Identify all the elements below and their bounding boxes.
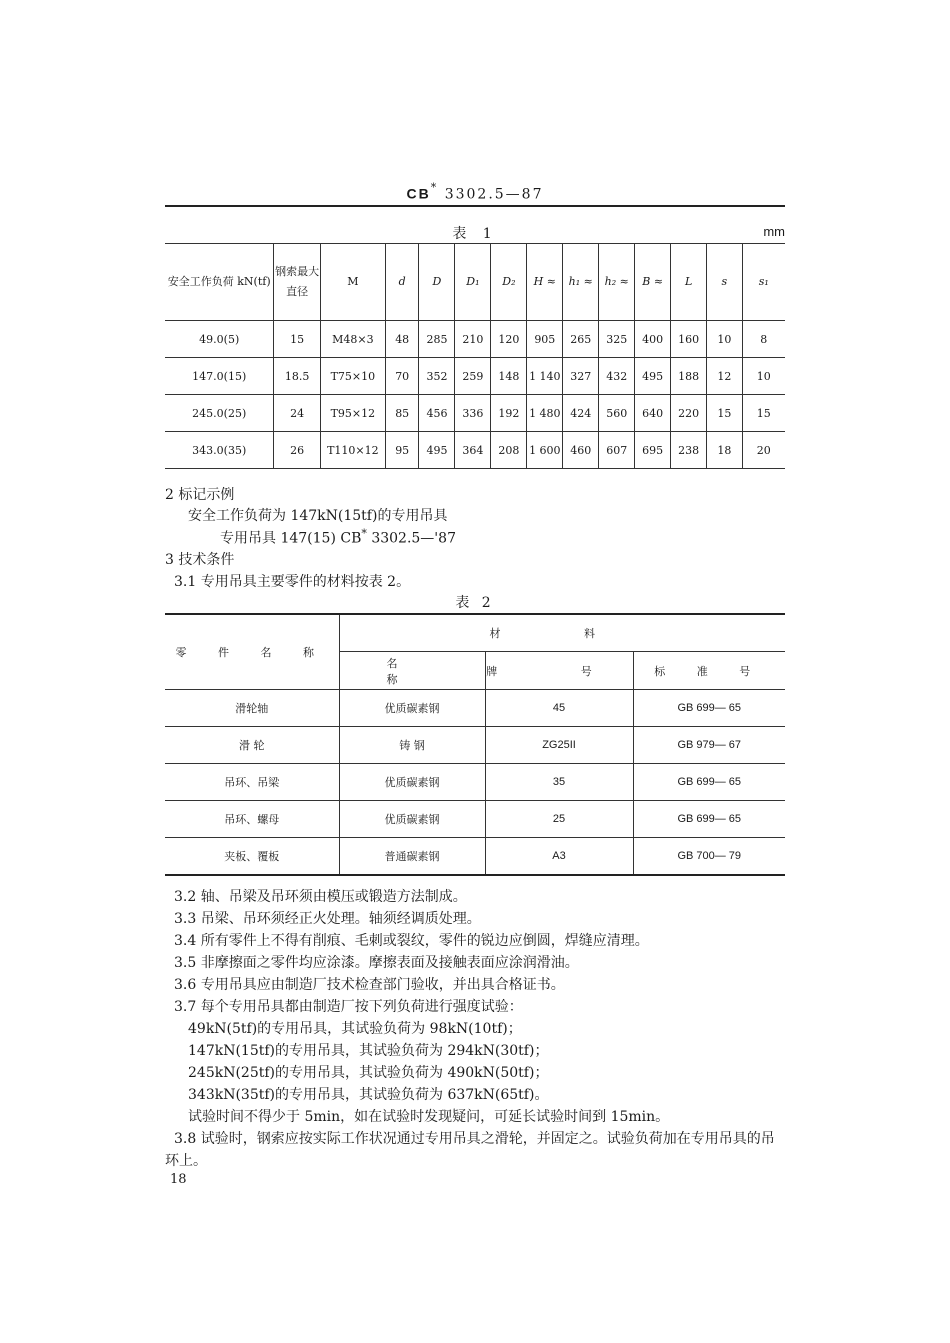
- table1-cell: 95: [385, 432, 419, 469]
- table1-header-12: s: [707, 244, 742, 321]
- table1-cell: 18: [707, 432, 742, 469]
- item-3-7-c: 245kN(25tf)的专用吊具，其试验负荷为 490kN(50tf)；: [188, 1065, 549, 1081]
- table2-cell: GB 979— 67: [633, 727, 785, 764]
- section2-marking: [220, 527, 456, 548]
- table1-cell: 12: [707, 358, 742, 395]
- item-3-8: 3.8 试验时，钢索应按实际工作状况通过专用吊具之滑轮，并固定之。试验负荷加在专用吊具的吊: [174, 1131, 775, 1147]
- table1-row: [165, 395, 785, 432]
- table1-cell: 327: [563, 358, 599, 395]
- table2-cell: 优质碳素钢: [339, 690, 485, 727]
- table2-cell: 铸 钢: [339, 727, 485, 764]
- table1-cell: 10: [742, 358, 785, 395]
- item-3-6: 3.6 专用吊具应由制造厂技术检查部门验收，并出具合格证书。: [174, 977, 565, 993]
- table1-cell: 10: [707, 321, 742, 358]
- table1-cell: 210: [455, 321, 491, 358]
- table1-cell: 48: [385, 321, 419, 358]
- table1-header-2: M: [320, 244, 385, 321]
- table2-cell: ZG25II: [485, 727, 633, 764]
- table1-cell: 364: [455, 432, 491, 469]
- table1-cell: 259: [455, 358, 491, 395]
- table1-cell: 336: [455, 395, 491, 432]
- table2-row: [165, 690, 785, 727]
- table1-cell: 147.0(15): [165, 358, 274, 395]
- table1-cell: 560: [599, 395, 635, 432]
- header-star: *: [430, 181, 439, 194]
- marking-text: 专用吊具 147(15) CB: [220, 530, 362, 547]
- item-3-1: 3.1 专用吊具主要零件的材料按表 2。: [174, 574, 411, 590]
- table1-cell: T75×10: [320, 358, 385, 395]
- table1-header-0: 安全工作负荷 kN(tf): [165, 244, 274, 321]
- table1-cell: 238: [671, 432, 707, 469]
- table1-cell: 18.5: [274, 358, 320, 395]
- page-number: 18: [170, 1172, 187, 1187]
- table1-cell: 695: [635, 432, 671, 469]
- table1-header-11: L: [671, 244, 707, 321]
- table1-row: [165, 432, 785, 469]
- table1-cell: 120: [491, 321, 527, 358]
- table2-cell: A3: [485, 838, 633, 876]
- table1-cell: 1 140: [527, 358, 563, 395]
- table2-cell: 25: [485, 801, 633, 838]
- item-3-2: 3.2 轴、吊梁及吊环须由模压或锻造方法制成。: [174, 889, 467, 905]
- table1-cell: 192: [491, 395, 527, 432]
- table1-cell: 905: [527, 321, 563, 358]
- table2-row: [165, 838, 785, 876]
- table1-cell: 160: [671, 321, 707, 358]
- table1-header-1: 钢索最大直径: [274, 244, 320, 321]
- table1-cell: 640: [635, 395, 671, 432]
- section3-title: 3 技术条件: [165, 552, 235, 568]
- table1-header-13: s₁: [742, 244, 785, 321]
- header-cb: CB: [406, 185, 431, 202]
- table2-cell: 优质碳素钢: [339, 764, 485, 801]
- section2-line1: 安全工作负荷为 147kN(15tf)的专用吊具: [188, 508, 448, 524]
- table1-header-3: d: [385, 244, 419, 321]
- materials-table: [165, 613, 785, 876]
- header-rule: [165, 205, 785, 207]
- table1-cell: 15: [742, 395, 785, 432]
- table1-cell: T110×12: [320, 432, 385, 469]
- table1-cell: 49.0(5): [165, 321, 274, 358]
- dimensions-table: [165, 243, 785, 469]
- document-header: [0, 183, 950, 203]
- table1-cell: 285: [419, 321, 455, 358]
- table2-caption: 表 2: [455, 595, 495, 611]
- table1-cell: T95×12: [320, 395, 385, 432]
- table2-cell: GB 699— 65: [633, 764, 785, 801]
- item-3-8-cont: 环上。: [165, 1153, 207, 1169]
- item-3-7-a: 49kN(5tf)的专用吊具，其试验负荷为 98kN(10tf)；: [188, 1021, 522, 1037]
- table2-cell: GB 699— 65: [633, 690, 785, 727]
- table1-cell: 325: [599, 321, 635, 358]
- table1-cell: 424: [563, 395, 599, 432]
- table2-row: [165, 801, 785, 838]
- table2-cell: GB 699— 65: [633, 801, 785, 838]
- table1-cell: 15: [707, 395, 742, 432]
- table2-cell: 普通碳素钢: [339, 838, 485, 876]
- col-standard: 标 准 号: [633, 652, 785, 690]
- table1-row: [165, 321, 785, 358]
- table1-cell: 15: [274, 321, 320, 358]
- table1-header-5: D₁: [455, 244, 491, 321]
- table1-cell: 1 600: [527, 432, 563, 469]
- table2-row: [165, 764, 785, 801]
- item-3-7-b: 147kN(15tf)的专用吊具，其试验负荷为 294kN(30tf)；: [188, 1043, 549, 1059]
- col-material-name: 名 称: [339, 652, 485, 690]
- table2-cell: 45: [485, 690, 633, 727]
- table1-cell: 352: [419, 358, 455, 395]
- table2-row: [165, 727, 785, 764]
- table1-cell: 432: [599, 358, 635, 395]
- item-3-7-e: 试验时间不得少于 5min，如在试验时发现疑问，可延长试验时间到 15min。: [188, 1109, 670, 1125]
- table1-cell: 265: [563, 321, 599, 358]
- table1-cell: 495: [635, 358, 671, 395]
- section2-title: 2 标记示例: [165, 487, 235, 503]
- table1-cell: 400: [635, 321, 671, 358]
- table1-cell: 343.0(35): [165, 432, 274, 469]
- col-grade: 牌 号: [485, 652, 633, 690]
- marking-number: 3302.5—'87: [366, 530, 456, 547]
- table1-cell: 208: [491, 432, 527, 469]
- table1-cell: 85: [385, 395, 419, 432]
- table1-cell: 220: [671, 395, 707, 432]
- table1-header-6: D₂: [491, 244, 527, 321]
- table1-header-7: H ≈: [527, 244, 563, 321]
- table1-cell: 8: [742, 321, 785, 358]
- table1-cell: 26: [274, 432, 320, 469]
- table1-cell: 188: [671, 358, 707, 395]
- table2-cell: 滑轮轴: [165, 690, 339, 727]
- table1-cell: M48×3: [320, 321, 385, 358]
- table1-cell: 148: [491, 358, 527, 395]
- col-material: 材 料: [339, 614, 785, 652]
- table1-cell: 1 480: [527, 395, 563, 432]
- table2-cell: 滑 轮: [165, 727, 339, 764]
- item-3-4: 3.4 所有零件上不得有削痕、毛刺或裂纹，零件的锐边应倒圆，焊缝应清理。: [174, 933, 649, 949]
- table1-header-4: D: [419, 244, 455, 321]
- table1-unit: mm: [763, 224, 785, 239]
- table1-header-8: h₁ ≈: [563, 244, 599, 321]
- table1-cell: 607: [599, 432, 635, 469]
- table2-cell: 优质碳素钢: [339, 801, 485, 838]
- table1-cell: 24: [274, 395, 320, 432]
- marking-star: *: [361, 527, 367, 540]
- col-part-name: 零 件 名 称: [165, 614, 339, 690]
- table1-cell: 70: [385, 358, 419, 395]
- header-number: 3302.5—87: [444, 186, 544, 203]
- table1-header-10: B ≈: [635, 244, 671, 321]
- item-3-5: 3.5 非摩擦面之零件均应涂漆。摩擦表面及接触表面应涂润滑油。: [174, 955, 579, 971]
- table2-cell: 35: [485, 764, 633, 801]
- table1-cell: 20: [742, 432, 785, 469]
- table1-cell: 245.0(25): [165, 395, 274, 432]
- table2-cell: 吊环、吊梁: [165, 764, 339, 801]
- table1-cell: 456: [419, 395, 455, 432]
- table1-cell: 460: [563, 432, 599, 469]
- table1-cell: 495: [419, 432, 455, 469]
- table1-header-9: h₂ ≈: [599, 244, 635, 321]
- table2-cell: 吊环、螺母: [165, 801, 339, 838]
- table1-caption: 表 1: [452, 226, 498, 242]
- item-3-3: 3.3 吊梁、吊环须经正火处理。轴须经调质处理。: [174, 911, 481, 927]
- table2-cell: 夹板、覆板: [165, 838, 339, 876]
- item-3-7-d: 343kN(35tf)的专用吊具，其试验负荷为 637kN(65tf)。: [188, 1087, 549, 1103]
- table1-row: [165, 358, 785, 395]
- table2-cell: GB 700— 79: [633, 838, 785, 876]
- item-3-7: 3.7 每个专用吊具都由制造厂按下列负荷进行强度试验：: [174, 999, 523, 1015]
